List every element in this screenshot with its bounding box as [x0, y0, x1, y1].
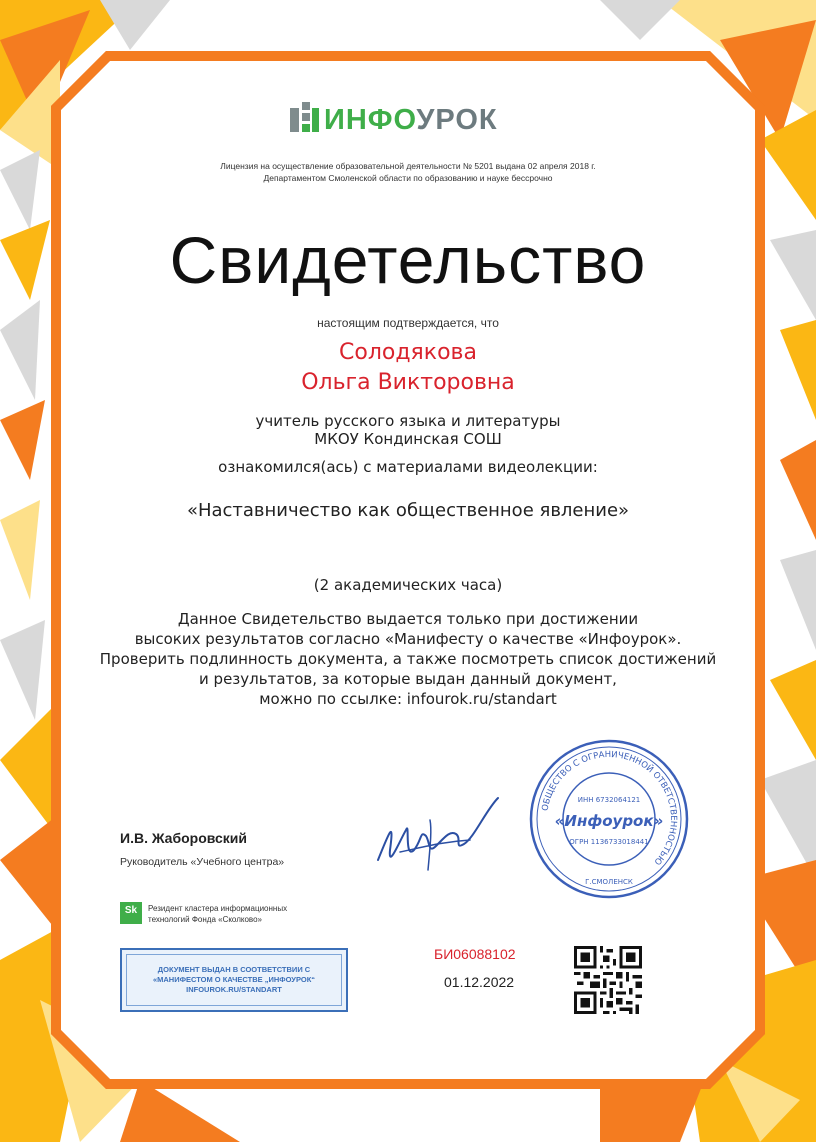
hours-text: (2 академических часа): [313, 576, 503, 594]
note-line-3: Проверить подлинность документа, а также посмотреть список достижений: [99, 650, 717, 668]
signature-image: [370, 790, 510, 880]
signer-role: Руководитель «Учебного центра»: [120, 856, 285, 868]
recipient-surname: Солодякова: [339, 340, 477, 365]
stamp-city: Г.СМОЛЕНСК: [585, 878, 633, 886]
certificate-date: 01.12.2022: [444, 974, 515, 990]
certificate-frame: [56, 56, 760, 1084]
stamp-inn: ИНН 6732064121: [577, 796, 641, 804]
side-decoration-right: [770, 440, 816, 760]
stamp-ring-text: ОБЩЕСТВО С ОГРАНИЧЕННОЙ ОТВЕТСТВЕННОСТЬЮ: [540, 749, 679, 867]
confirm-text: настоящим подтверждается, что: [317, 316, 499, 330]
course-title: «Наставничество как общественное явление»: [186, 500, 630, 521]
logo-mark-icon: [290, 102, 320, 138]
manifest-line-1: ДОКУМЕНТ ВЫДАН В СООТВЕТСТВИИ С: [157, 965, 311, 974]
note-line-4: и результатов, за которые выдан данный документ,: [199, 670, 617, 688]
logo-part-urok: УРОК: [416, 104, 498, 136]
license-line-2: Департаментом Смоленской области по образованию и науке бессрочно: [263, 173, 553, 183]
qr-code-icon: [574, 946, 642, 1014]
skolkovo-line-1: Резидент кластера информационных: [148, 904, 288, 913]
logo-part-info: ИНФО: [324, 104, 417, 136]
license-text: [0, 160, 816, 184]
recipient-school: МКОУ Кондинская СОШ: [314, 430, 502, 448]
recipient-name: Ольга Викторовна: [301, 370, 515, 395]
stamp-center-text: «Инфоурок»: [554, 812, 664, 830]
skolkovo-text: [148, 903, 348, 925]
stamp-ogrn: ОГРН 1136733018441: [569, 838, 649, 846]
company-stamp: [528, 738, 690, 900]
skolkovo-logo: Sk: [120, 902, 142, 924]
manifest-badge: [120, 948, 348, 1012]
note-line-2: высоких результатов согласно «Манифесту о качестве «Инфоурок».: [134, 630, 682, 648]
license-line-1: Лицензия на осуществление образовательной деятельности № 5201 выдана 02 апреля 2018 г.: [220, 161, 596, 171]
infourok-logo: [290, 100, 530, 140]
signer-name: И.В. Жаборовский: [120, 830, 248, 846]
certificate-title: Свидетельство: [169, 223, 647, 297]
action-text: ознакомился(ась) с материалами видеолекции:: [218, 458, 598, 476]
recipient-job: учитель русского языка и литературы: [255, 412, 561, 430]
note-line-1: Данное Свидетельство выдается только при достижении: [177, 610, 639, 628]
manifest-badge-inner: [126, 954, 342, 1006]
skolkovo-line-2: технологий Фонда «Сколково»: [148, 915, 262, 924]
manifest-line-3: INFOUROK.RU/STANDART: [186, 985, 282, 994]
logo-text: [324, 100, 498, 140]
manifest-line-2: «МАНИФЕСТОМ О КАЧЕСТВЕ „ИНФОУРОК“: [152, 975, 316, 984]
note-line-5: можно по ссылке: infourok.ru/standart: [259, 690, 557, 708]
certificate-id: БИ06088102: [434, 946, 516, 962]
